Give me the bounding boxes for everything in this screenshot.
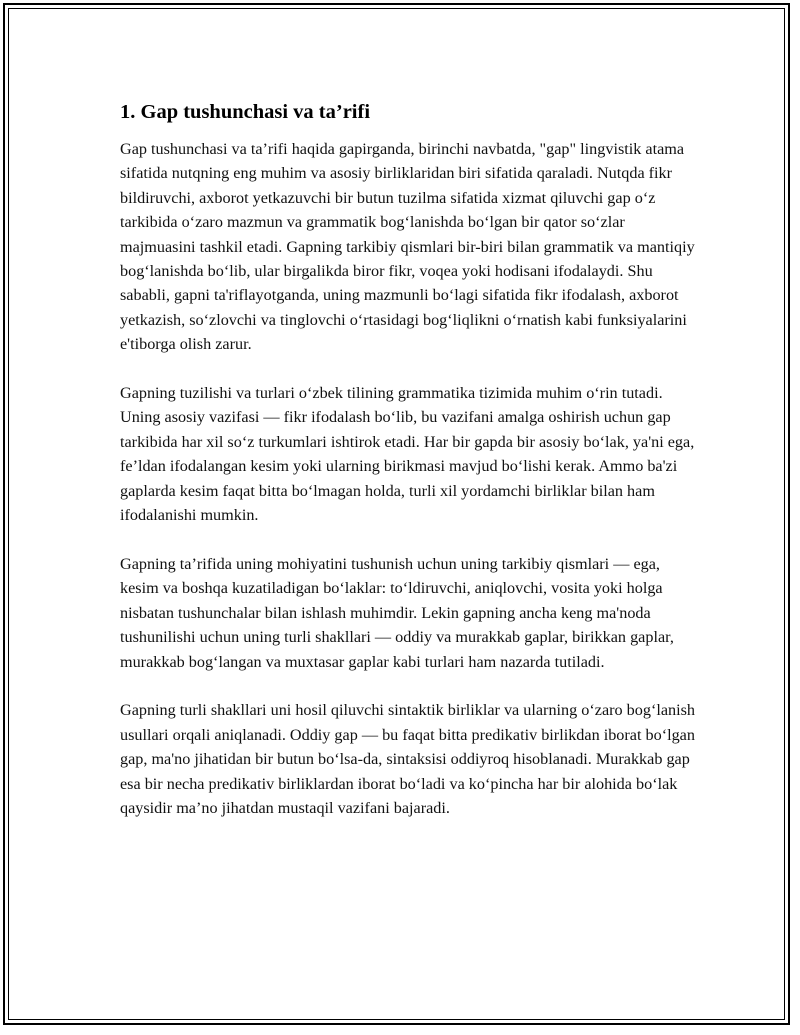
paragraph-4: Gapning turli shakllari uni hosil qiluvchi sintaktik birliklar va ularning oʻzaro bogʻlanish usullari orqali aniqlanadi. Oddiy gap — bu faqat bitta predikativ birlikdan iborat boʻlgan gap, ma'no jihatidan bir butun boʻlsa-da, sintaksisi oddiyroq hisoblanadi. Murakkab gap esa bir necha predikativ birliklardan iborat boʻladi va koʻpincha har bir alohida boʻlak qaysidir ma’no jihatdan mustaqil vazifani bajaradi. bbox=[120, 701, 695, 817]
paragraph-1: Gap tushunchasi va ta’rifi haqida gapirganda, birinchi navbatda, "gap" lingvistik atama sifatida nutqning eng muhim va asosiy birliklaridan biri sifatida qaraladi. Nutqda fikr bildiruvchi, axborot yetkazuvchi bir butun tuzilma sifatida xizmat qiluvchi gap oʻz tarkibida oʻzaro mazmun va grammatik bogʻlanishda boʻlgan bir qator soʻzlar majmuasini tashkil etadi. Gapning tarkibiy qismlari bir-biri bilan grammatik va mantiqiy bogʻlanishda boʻlib, ular birgalikda biror fikr, voqea yoki hodisani ifodalaydi. Shu sababli, gapni ta'riflayotganda, uning mazmunli boʻlagi sifatida fikr ifodalash, axborot yetkazish, soʻzlovchi va tinglovchi oʻrtasidagi bogʻliqlikni oʻrnatish kabi funksiyalarini e'tiborga olish zarur. bbox=[120, 140, 695, 354]
document-body bbox=[120, 99, 700, 845]
section-heading: 1. Gap tushunchasi va ta’rifi bbox=[120, 101, 371, 123]
paragraph-2: Gapning tuzilishi va turlari oʻzbek tilining grammatika tizimida muhim oʻrin tutadi. Uning asosiy vazifasi — fikr ifodalash boʻlib, bu vazifani amalga oshirish uchun gap tarkibida har xil soʻz turkumlari ishtirok etadi. Har bir gapda bir asosiy boʻlak, ya'ni ega, fe’ldan ifodalangan kesim yoki ularning birikmasi mavjud boʻlishi kerak. Ammo ba'zi gaplarda kesim faqat bitta boʻlmagan holda, turli xil yordamchi birliklar bilan ham ifodalanishi mumkin. bbox=[120, 384, 695, 525]
paragraph-3: Gapning ta’rifida uning mohiyatini tushunish uchun uning tarkibiy qismlari — ega, kesim va boshqa kuzatiladigan boʻlaklar: toʻldiruvchi, aniqlovchi, vosita yoki holga nisbatan tushunchalar bilan ishlash muhimdir. Lekin gapning ancha keng ma'noda tushunilishi uchun uning turli shakllari — oddiy va murakkab gaplar, birikkan gaplar, murakkab bogʻlangan va muxtasar gaplar kabi turlari ham nazarda tutiladi. bbox=[120, 554, 674, 671]
document-page bbox=[3, 3, 790, 1025]
